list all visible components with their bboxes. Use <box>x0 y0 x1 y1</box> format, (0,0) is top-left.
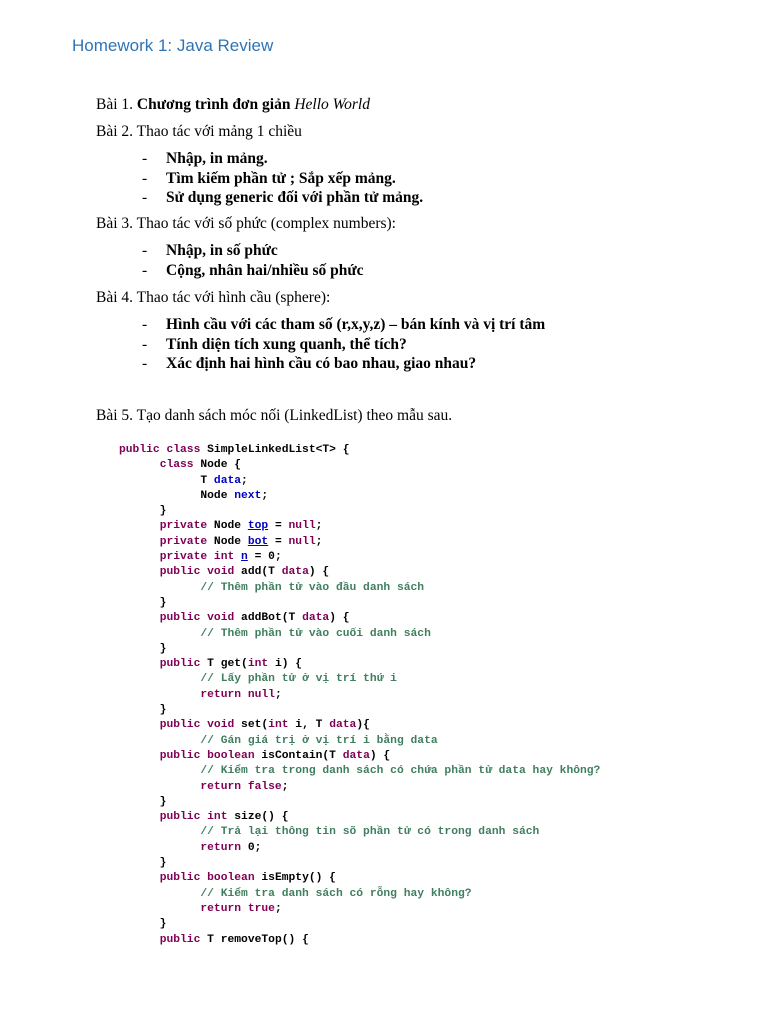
code-line: public class SimpleLinkedList<T> { <box>119 444 350 456</box>
code-line: private int n = 0; <box>159 551 282 564</box>
exercise-2-item: - Nhập, in mảng. <box>142 150 268 167</box>
exercise-3-item: - Cộng, nhân hai/nhiều số phức <box>142 262 364 279</box>
exercise-2-item: - Sử dụng generic đối với phần tử mảng. <box>142 189 424 206</box>
code-line: } <box>119 918 167 931</box>
code-line: // Thêm phần tử vào đầu danh sách <box>200 581 425 594</box>
code-line: } <box>119 795 167 808</box>
exercise-2-label: Bài 2. Thao tác với mảng 1 chiều <box>96 123 302 140</box>
exercise-4-item: - Xác định hai hình cầu có bao nhau, giao nhau? <box>142 355 477 372</box>
code-line: // Thêm phần tử vào cuối danh sách <box>200 627 431 640</box>
code-line: private Node top = null; <box>159 520 323 533</box>
document-title: Homework 1: Java Review <box>72 36 274 55</box>
code-line: public boolean isEmpty() { <box>159 872 336 885</box>
code-line: public boolean isContain(T data) { <box>159 749 391 762</box>
code-line: return null; <box>200 688 282 701</box>
code-line: public void add(T data) { <box>159 566 330 579</box>
exercise-1-prefix: Bài 1. <box>96 96 134 113</box>
code-line: return true; <box>200 902 282 915</box>
code-line: } <box>119 505 167 518</box>
exercise-2-item: - Tìm kiếm phần tử ; Sắp xếp mảng. <box>142 170 396 187</box>
code-line: T data; <box>119 474 248 487</box>
code-line: return false; <box>200 780 289 793</box>
code-line: // Trả lại thông tin sõ phần tử có trong danh sách <box>200 826 540 839</box>
exercise-1-hello-world: Hello World <box>294 96 370 113</box>
code-line: } <box>119 857 167 870</box>
code-line: // Lấy phần tử ở vị trí thứ i <box>200 673 397 686</box>
code-block <box>119 443 600 948</box>
code-line: public int size() { <box>159 811 289 824</box>
exercise-4-item: - Hình cầu với các tham số (r,x,y,z) – bán kính và vị trí tâm <box>142 316 546 333</box>
exercise-3-item: - Nhập, in số phức <box>142 242 278 259</box>
code-line: class Node { <box>159 459 242 472</box>
code-line: public T removeTop() { <box>159 933 309 946</box>
code-line: public void set(int i, T data){ <box>159 719 370 732</box>
exercise-1-title: Chương trình đơn giản <box>136 96 291 113</box>
code-line: public T get(int i) { <box>159 658 303 671</box>
exercise-3-label: Bài 3. Thao tác với số phức (complex numbers): <box>96 215 396 232</box>
code-line: } <box>119 642 167 655</box>
code-line: public void addBot(T data) { <box>159 612 350 625</box>
exercise-5-label: Bài 5. Tạo danh sách móc nối (LinkedList) theo mẫu sau. <box>96 407 453 424</box>
code-line: // Gán giá trị ở vị trí i bằng data <box>200 734 438 747</box>
exercise-4-label: Bài 4. Thao tác với hình cầu (sphere): <box>96 289 331 306</box>
code-line: } <box>119 596 167 609</box>
code-line: private Node bot = null; <box>159 535 323 548</box>
code-line: // Kiểm tra trong danh sách có chứa phần tử data hay không? <box>200 765 601 778</box>
code-line: return 0; <box>200 841 262 854</box>
exercise-1 <box>96 96 370 114</box>
code-line: } <box>119 704 167 717</box>
code-line: // Kiểm tra danh sách có rỗng hay không? <box>200 887 472 900</box>
code-line: Node next; <box>119 489 269 502</box>
exercise-4-item: - Tính diện tích xung quanh, thể tích? <box>142 336 407 353</box>
